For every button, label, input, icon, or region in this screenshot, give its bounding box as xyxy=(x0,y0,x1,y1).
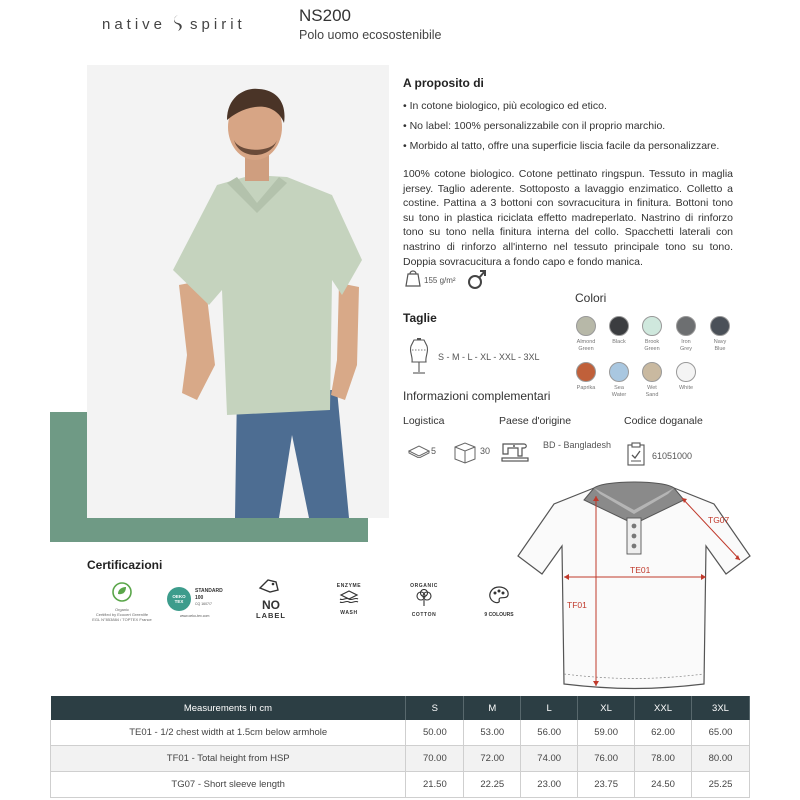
measurement-label: TG07 - Short sleeve length xyxy=(51,772,406,798)
header-size-xxl: XXL xyxy=(635,696,692,720)
color-swatch-brook-green[interactable]: Brook Green xyxy=(630,316,674,353)
product-subtitle: Polo uomo ecosostenibile xyxy=(299,28,442,42)
header-size-m: M xyxy=(464,696,521,720)
measurements-table xyxy=(50,696,750,798)
enzyme-wash-icon xyxy=(337,589,361,605)
logistics-title: Logistica xyxy=(403,415,445,427)
te01-label: TE01 xyxy=(630,565,651,575)
table-cell: 25.25 xyxy=(692,772,750,798)
color-swatch-black[interactable]: Black xyxy=(597,316,641,346)
weight-icon xyxy=(404,268,422,293)
pack-small-qty: 5 xyxy=(431,446,437,456)
color-swatch-navy-blue[interactable]: Navy Blue xyxy=(698,316,742,353)
feature-item: • Morbido al tatto, offre una superficie liscia facile da personalizzare. xyxy=(403,140,720,152)
swatch-circle xyxy=(609,362,629,382)
feature-item: • In cotone biologico, più ecologico ed etico. xyxy=(403,100,607,112)
color-swatch-iron-grey[interactable]: Iron Grey xyxy=(664,316,708,353)
swatch-circle xyxy=(642,316,662,336)
tg07-label: TG07 xyxy=(708,515,730,525)
tf01-label: TF01 xyxy=(567,600,587,610)
table-cell: 22.25 xyxy=(464,772,521,798)
header-size-xl: XL xyxy=(578,696,635,720)
polybag-icon xyxy=(407,444,431,463)
header-measurements: Measurements in cm xyxy=(51,696,406,720)
colors-title: Colori xyxy=(575,291,607,305)
color-swatch-wet-sand[interactable]: Wet Sand xyxy=(630,362,674,399)
table-cell: 24.50 xyxy=(635,772,692,798)
table-cell: 65.00 xyxy=(692,720,750,746)
table-cell: 76.00 xyxy=(578,746,635,772)
cotton-flower-icon xyxy=(413,589,435,607)
brand-swirl-icon xyxy=(170,14,186,36)
customs-title: Codice doganale xyxy=(624,415,703,427)
table-row xyxy=(51,772,750,798)
color-swatch-almond-green[interactable]: Almond Green xyxy=(564,316,608,353)
swatch-circle xyxy=(676,362,696,382)
table-cell: 62.00 xyxy=(635,720,692,746)
nine-colours-badge: 9 COLOURS xyxy=(481,585,517,618)
table-cell: 53.00 xyxy=(464,720,521,746)
header-size-s: S xyxy=(406,696,464,720)
organic-certification: Organic Certified by Ecocert Greenlife EGL N°853884 / TOPTEX France xyxy=(92,582,152,622)
male-symbol-icon xyxy=(467,268,487,295)
mannequin-icon xyxy=(405,336,433,381)
organic-leaf-icon xyxy=(112,582,132,602)
color-swatch-paprika[interactable]: Paprika xyxy=(564,362,608,392)
brand-word-left: native xyxy=(102,15,167,33)
table-cell: 72.00 xyxy=(464,746,521,772)
origin-title: Paese d'origine xyxy=(499,415,572,427)
swatch-circle xyxy=(609,316,629,336)
carton-box-icon xyxy=(452,440,478,471)
table-cell: 23.00 xyxy=(521,772,578,798)
palette-icon xyxy=(487,585,511,607)
origin-value: BD - Bangladesh xyxy=(543,440,612,450)
product-description: 100% cotone biologico. Cotone pettinato ringspun. Tessuto in maglia jersey. Taglio aderente. Sottoposto a lavaggio enzimatico. Colletto a costine. Pattina a 3 bottoni con sovracucitura in finitura. Bottoni tono su tono in plastica riciclata effetto madreperlato. Nastrino di rinforzo tono su tono nella finitura interna del collo. Spacchetti laterali con nastrino di rinforzo all'interno nel tessuto principale tono su tono. Doppia sovracucitura a fondo capo e fondo manica. xyxy=(403,168,733,268)
size-list: S - M - L - XL - XXL - 3XL xyxy=(438,352,540,362)
swatch-circle xyxy=(676,316,696,336)
product-code: NS200 xyxy=(299,6,351,25)
table-cell: 23.75 xyxy=(578,772,635,798)
color-swatch-sea-water[interactable]: Sea Water xyxy=(597,362,641,399)
enzyme-wash-badge: ENZYME WASH xyxy=(336,583,362,616)
feature-list xyxy=(403,100,773,160)
sizes-title: Taglie xyxy=(403,311,437,325)
measurement-label: TE01 - 1/2 chest width at 1.5cm below armhole xyxy=(51,720,406,746)
table-cell: 50.00 xyxy=(406,720,464,746)
table-cell: 56.00 xyxy=(521,720,578,746)
organic-cotton-badge: ORGANIC COTTON xyxy=(410,583,438,618)
brand-logo xyxy=(102,14,246,36)
no-label-badge: NO LABEL xyxy=(253,578,289,620)
swatch-circle xyxy=(576,316,596,336)
polo-measurement-diagram xyxy=(514,474,754,699)
table-cell: 80.00 xyxy=(692,746,750,772)
info-title: Informazioni complementari xyxy=(403,389,551,403)
table-row xyxy=(51,746,750,772)
measurement-label: TF01 - Total height from HSP xyxy=(51,746,406,772)
swatch-circle xyxy=(576,362,596,382)
table-cell: 21.50 xyxy=(406,772,464,798)
table-row xyxy=(51,720,750,746)
oeko-tex-certification: OEKO TEX STANDARD 100 CQ 1607/7 www.oeko-tex.com xyxy=(166,586,230,620)
swatch-circle xyxy=(710,316,730,336)
certifications-title: Certificazioni xyxy=(87,558,163,572)
feature-item: • No label: 100% personalizzabile con il proprio marchio. xyxy=(403,120,666,132)
about-title: A proposito di xyxy=(403,76,484,90)
customs-document-icon xyxy=(626,441,646,472)
table-header-row xyxy=(51,696,750,720)
color-swatch-white[interactable]: White xyxy=(664,362,708,392)
swatch-circle xyxy=(642,362,662,382)
tag-icon xyxy=(256,578,286,594)
table-cell: 78.00 xyxy=(635,746,692,772)
customs-code: 61051000 xyxy=(652,451,693,461)
product-photo xyxy=(87,65,389,518)
table-cell: 70.00 xyxy=(406,746,464,772)
fabric-weight: 155 g/m² xyxy=(424,276,456,285)
sewing-machine-icon xyxy=(500,440,530,469)
header-size-l: L xyxy=(521,696,578,720)
header-size-3xl: 3XL xyxy=(692,696,750,720)
table-cell: 59.00 xyxy=(578,720,635,746)
pack-box-qty: 30 xyxy=(480,446,491,456)
table-cell: 74.00 xyxy=(521,746,578,772)
brand-word-right: spirit xyxy=(190,15,246,33)
